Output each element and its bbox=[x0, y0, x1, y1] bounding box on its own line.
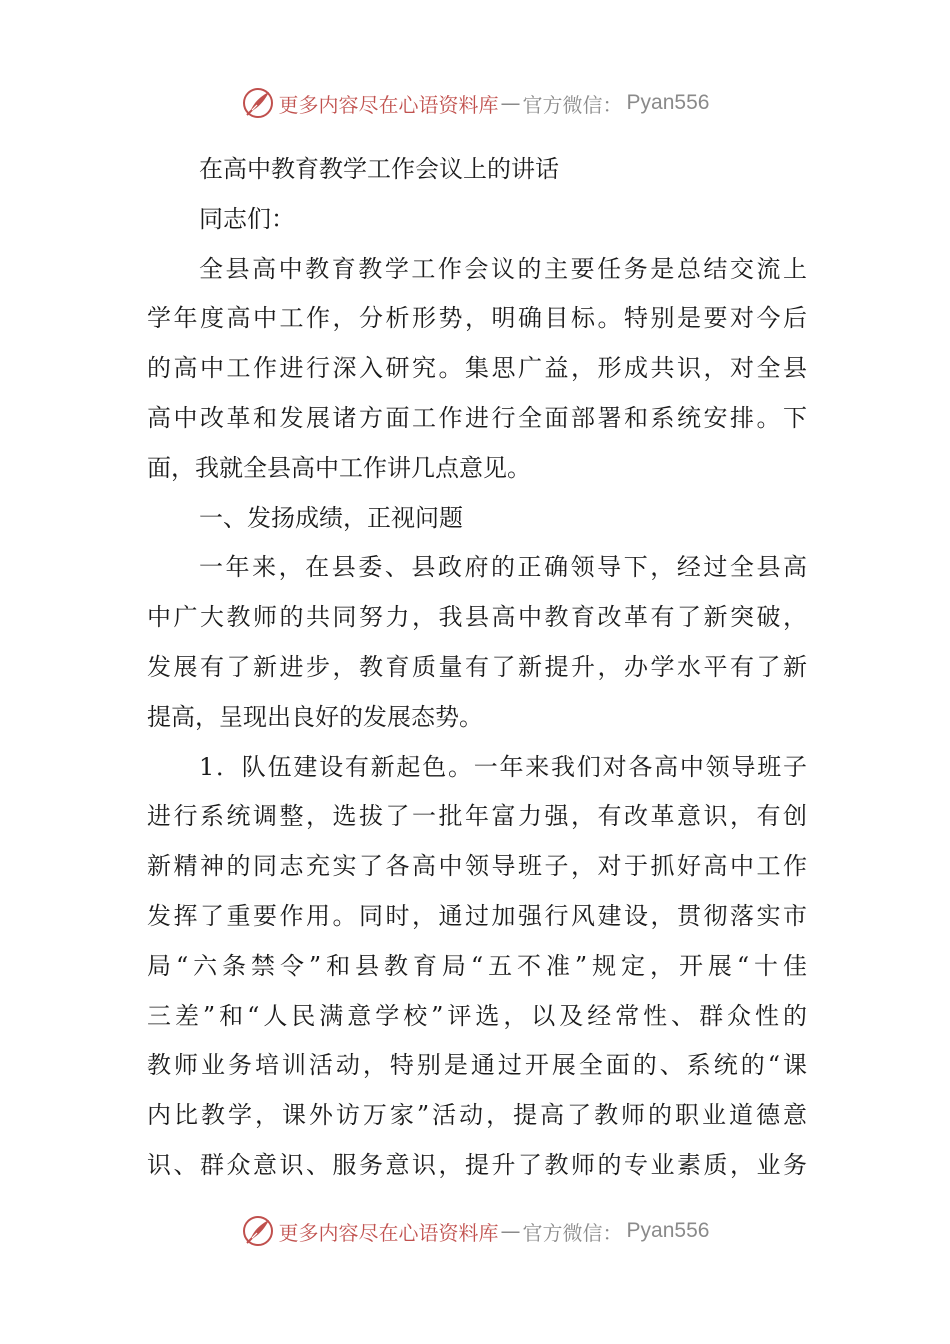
paragraph-line: 进行系统调整，选拔了一批年富力强，有改革意识，有创 bbox=[147, 802, 807, 831]
watermark-dash: — bbox=[500, 1219, 521, 1243]
paragraph-line: 一年来，在县委、县政府的正确领导下，经过全县高 bbox=[199, 553, 807, 582]
paragraph-line: 局“六条禁令”和县教育局“五不准”规定，开展“十佳 bbox=[147, 951, 807, 980]
paragraph-line: 内比教学，课外访万家”活动，提高了教师的职业道德意 bbox=[147, 1101, 807, 1130]
document-greeting: 同志们： bbox=[199, 204, 295, 233]
paragraph-line: 识、群众意识、服务意识，提升了教师的专业素质，业务 bbox=[147, 1150, 807, 1179]
footer-watermark bbox=[0, 1211, 950, 1251]
paragraph-line: 学年度高中工作，分析形势，明确目标。特别是要对今后 bbox=[147, 304, 807, 333]
section-heading: 一、发扬成绩，正视问题 bbox=[199, 503, 463, 532]
paragraph-line: 发挥了重要作用。同时，通过加强行风建设，贯彻落实市 bbox=[147, 901, 807, 930]
quill-pen-icon bbox=[241, 1214, 275, 1248]
watermark-dash: — bbox=[500, 91, 521, 115]
paragraph-line: 教师业务培训活动，特别是通过开展全面的、系统的“课 bbox=[147, 1051, 807, 1080]
watermark-wechat-label: 官方微信： bbox=[522, 92, 623, 117]
document-title: 在高中教育教学工作会议上的讲话 bbox=[199, 155, 559, 183]
watermark-wechat-id: Pyan556 bbox=[626, 1219, 710, 1242]
watermark-wechat-label: 官方微信： bbox=[522, 1220, 623, 1245]
paragraph-line: 三差”和“人民满意学校”评选，以及经常性、群众性的 bbox=[147, 1001, 807, 1030]
paragraph-line: 中广大教师的共同努力，我县高中教育改革有了新突破， bbox=[147, 603, 807, 632]
paragraph-line: 面，我就全县高中工作讲几点意见。 bbox=[147, 453, 531, 482]
header-watermark bbox=[0, 83, 950, 123]
paragraph-line: 发展有了新进步，教育质量有了新提升，办学水平有了新 bbox=[147, 652, 807, 681]
watermark-wechat-id: Pyan556 bbox=[626, 91, 710, 114]
paragraph-line: 的高中工作进行深入研究。集思广益，形成共识，对全县 bbox=[147, 354, 807, 383]
quill-pen-icon bbox=[241, 86, 275, 120]
document-body bbox=[147, 145, 807, 1191]
paragraph-line: 新精神的同志充实了各高中领导班子，对于抓好高中工作 bbox=[147, 852, 807, 881]
paragraph-line: 提高，呈现出良好的发展态势。 bbox=[147, 702, 483, 731]
paragraph-line: 全县高中教育教学工作会议的主要任务是总结交流上 bbox=[199, 254, 807, 283]
watermark-brand: 更多内容尽在心语资料库 bbox=[278, 1220, 499, 1245]
paragraph-line: 高中改革和发展诸方面工作进行全面部署和系统安排。下 bbox=[147, 403, 807, 432]
paragraph-line: 1．队伍建设有新起色。一年来我们对各高中领导班子 bbox=[199, 752, 807, 781]
watermark-brand: 更多内容尽在心语资料库 bbox=[278, 92, 499, 117]
